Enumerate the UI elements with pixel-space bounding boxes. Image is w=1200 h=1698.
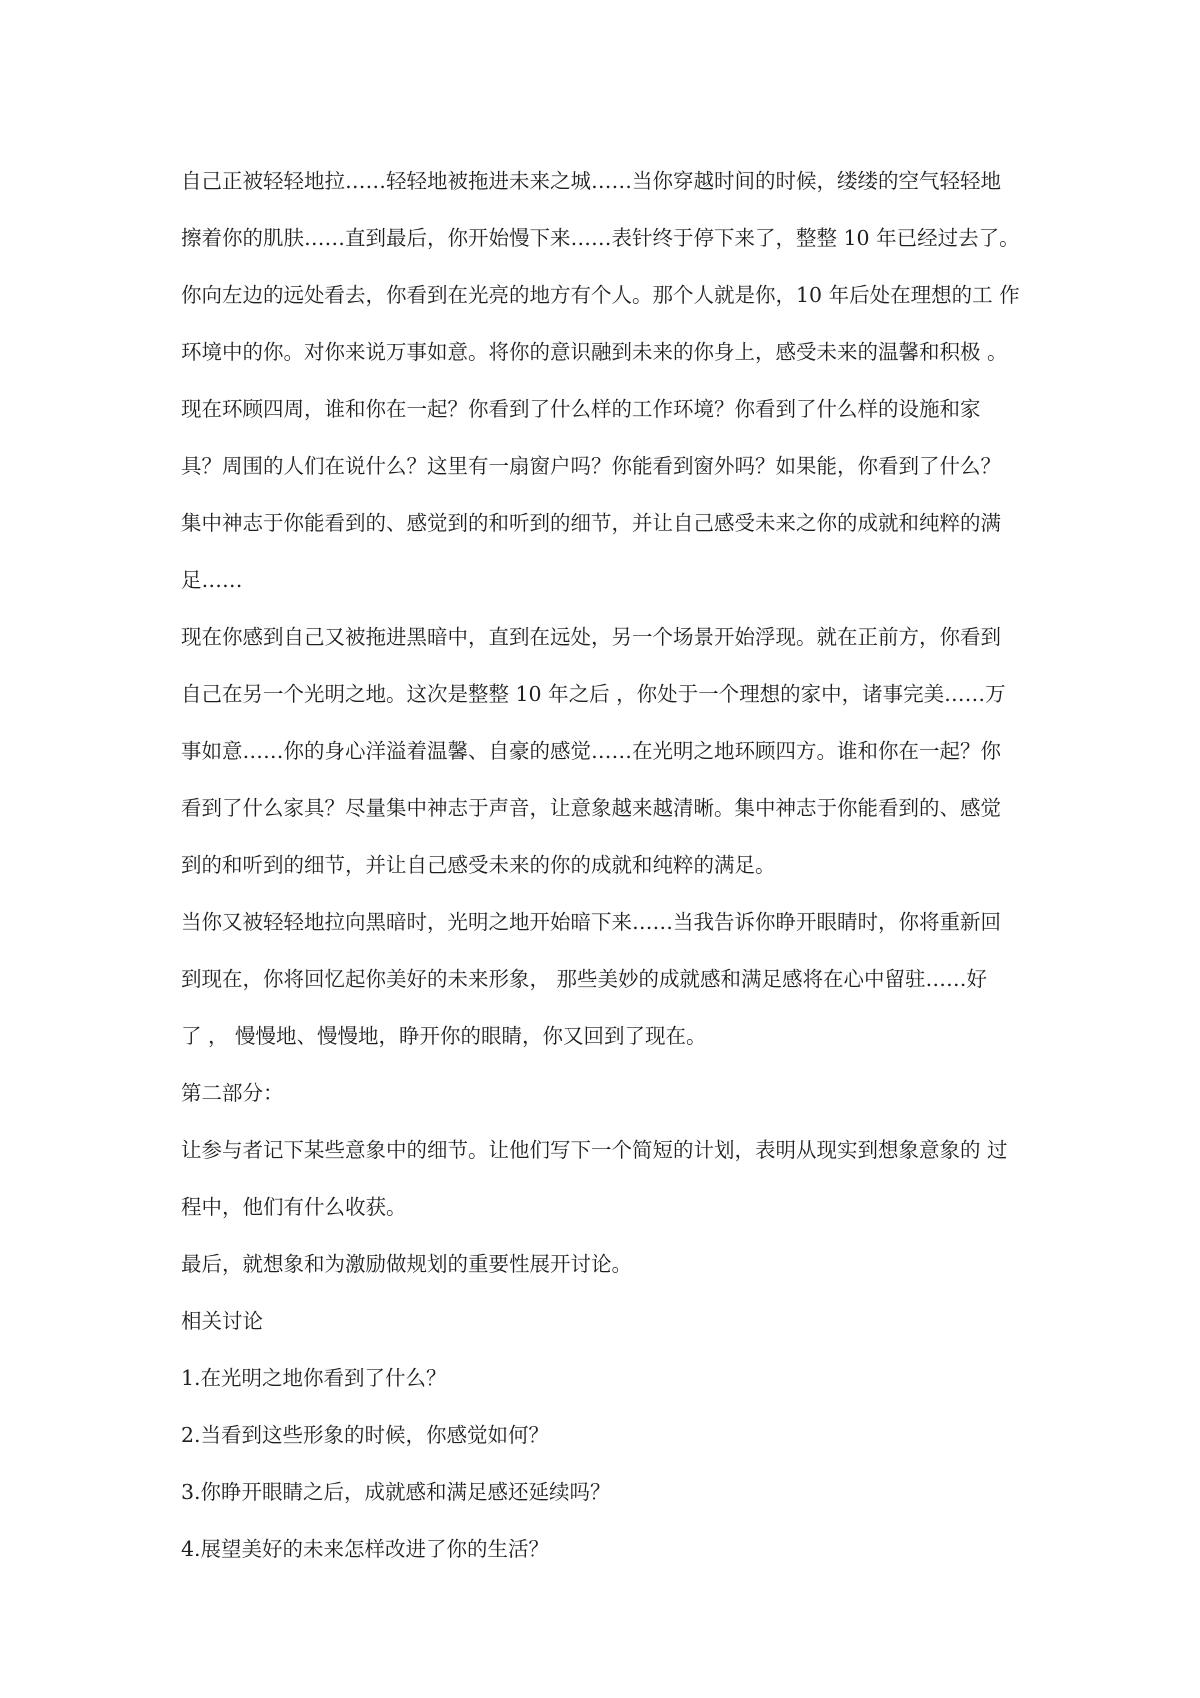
text-line: 事如意……你的身心洋溢着温馨、自豪的感觉……在光明之地环顾四方。谁和你在一起？你 (181, 739, 1001, 763)
text-line: 自己在另一个光明之地。这次是整整 10 年之后 ，你处于一个理想的家中，诸事完美……万 (181, 682, 1006, 706)
paragraph-write-plan (181, 1122, 1021, 1236)
text-line: 让参与者记下某些意象中的细节。让他们写下一个简短的计划，表明从现实到想象意象的 过 (181, 1138, 1008, 1162)
text-line: 集中神志于你能看到的、感觉到的和听到的细节，并让自己感受未来之你的成就和纯粹的满 (181, 511, 1001, 535)
discussion-question (181, 1521, 1021, 1578)
text-line: 具？周围的人们在说什么？这里有一扇窗户吗？你能看到窗外吗？如果能，你看到了什么？ (181, 454, 1001, 478)
document-body (181, 153, 1021, 1578)
text-line: 看到了什么家具？尽量集中神志于声音，让意象越来越清晰。集中神志于你能看到的、感觉 (181, 796, 1001, 820)
paragraph-return (181, 894, 1021, 1065)
text-line: 最后，就想象和为激励做规划的重要性展开讨论。 (181, 1252, 632, 1276)
text-line: 2.当看到这些形象的时候，你感觉如何？ (181, 1423, 550, 1447)
text-line: 了 ， 慢慢地、慢慢地，睁开你的眼睛，你又回到了现在。 (181, 1024, 707, 1048)
paragraph-discussion-intro (181, 1236, 1021, 1293)
text-line: 到现在，你将回忆起你美好的未来形象， 那些美妙的成就感和满足感将在心中留驻……好 (181, 967, 988, 991)
text-line: 1.在光明之地你看到了什么？ (181, 1366, 447, 1390)
text-line: 3.你睁开眼睛之后，成就感和满足感还延续吗？ (181, 1480, 611, 1504)
text-line: 第二部分： (181, 1081, 284, 1105)
text-line: 当你又被轻轻地拉向黑暗时，光明之地开始暗下来……当我告诉你睁开眼睛时，你将重新回 (181, 910, 1001, 934)
discussion-question (181, 1464, 1021, 1521)
text-line: 环境中的你。对你来说万事如意。将你的意识融到未来的你身上，感受未来的温馨和积极 。 (181, 340, 1008, 364)
text-line: 程中，他们有什么收获。 (181, 1195, 407, 1219)
section-heading-discussion (181, 1293, 1021, 1350)
text-line: 擦着你的肌肤……直到最后，你开始慢下来……表针终于停下来了，整整 10 年已经过去了。 (181, 226, 1020, 250)
text-line: 你向左边的远处看去，你看到在光亮的地方有个人。那个人就是你，10 年后处在理想的工 作 (181, 283, 1020, 307)
paragraph-future-home (181, 609, 1021, 894)
discussion-question (181, 1407, 1021, 1464)
text-line: 相关讨论 (181, 1309, 263, 1333)
text-line: 自己正被轻轻地拉……轻轻地被拖进未来之城……当你穿越时间的时候，缕缕的空气轻轻地 (181, 169, 1001, 193)
text-line: 到的和听到的细节，并让自己感受未来的你的成就和纯粹的满足。 (181, 853, 776, 877)
text-line: 现在你感到自己又被拖进黑暗中，直到在远处，另一个场景开始浮现。就在正前方，你看到 (181, 625, 1001, 649)
paragraph-future-workplace (181, 153, 1021, 609)
text-line: 4.展望美好的未来怎样改进了你的生活？ (181, 1537, 550, 1561)
section-heading-part-two (181, 1065, 1021, 1122)
text-line: 现在环顾四周，谁和你在一起？你看到了什么样的工作环境？你看到了什么样的设施和家 (181, 397, 981, 421)
text-line: 足…… (181, 568, 243, 592)
discussion-question (181, 1350, 1021, 1407)
